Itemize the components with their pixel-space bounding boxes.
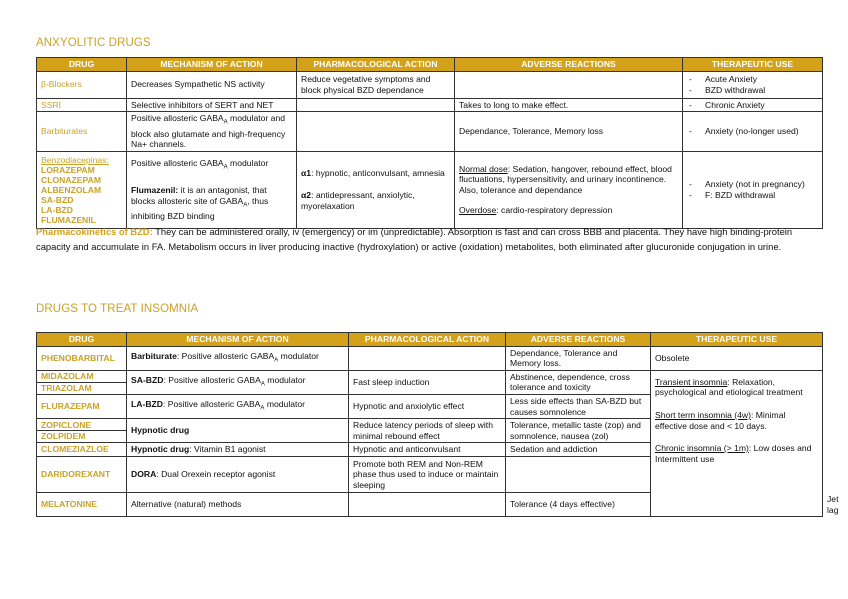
alpha2-label: α2 bbox=[301, 190, 312, 201]
mechanism-cell: Alternative (natural) methods bbox=[127, 492, 349, 516]
table-row bbox=[37, 151, 823, 228]
mechanism-text: it is an antagonist, that blocks allosteric site of GABA bbox=[131, 185, 267, 206]
header-adverse: ADVERSE REACTIONS bbox=[455, 58, 683, 72]
mechanism-text: : Positive allosteric GABA bbox=[176, 350, 275, 361]
list-item: - Anxiety (not in pregnancy) bbox=[687, 179, 818, 190]
mechanism-cell bbox=[127, 346, 349, 370]
normal-dose-label: Normal dose bbox=[459, 163, 508, 174]
mechanism-text: Positive allosteric GABA bbox=[131, 113, 224, 124]
list-item: - F: BZD withdrawal bbox=[687, 190, 818, 201]
header-therapeutic: THERAPEUTIC USE bbox=[651, 333, 823, 347]
drug-cell bbox=[37, 370, 127, 394]
pharmacokinetics-paragraph bbox=[36, 225, 822, 254]
mechanism-cell bbox=[127, 370, 349, 394]
mechanism-text: Positive allosteric GABA bbox=[131, 157, 224, 168]
insomnia-section-title: DRUGS TO TREAT INSOMNIA bbox=[36, 303, 199, 315]
drug-name: TRIAZOLAM bbox=[41, 382, 92, 393]
header-adverse: ADVERSE REACTIONS bbox=[506, 333, 651, 347]
alpha1-label: α1 bbox=[301, 167, 312, 178]
drug-name: LORAZEPAM bbox=[41, 164, 95, 175]
mechanism-label: DORA bbox=[131, 469, 157, 480]
mechanism-cell bbox=[127, 456, 349, 492]
transient-label: Transient insomnia bbox=[655, 376, 728, 387]
drug-cell: Barbiturates bbox=[37, 112, 127, 152]
table-row bbox=[37, 346, 823, 370]
drug-cell bbox=[37, 419, 127, 443]
mechanism-text: modulator bbox=[278, 350, 319, 361]
anxiolytic-section-title: ANXYOLITIC DRUGS bbox=[36, 37, 151, 49]
mechanism-label: Barbiturate bbox=[131, 350, 177, 361]
alpha1-text: : hypnotic, anticonvulsant, amnesia bbox=[311, 167, 445, 178]
subscript: A bbox=[260, 381, 265, 388]
pharm-cell: Reduce latency periods of sleep with minimal rebound effect bbox=[349, 419, 506, 443]
mechanism-cell: Hypnotic drug bbox=[127, 419, 349, 443]
mechanism-text: : Dual Orexein receptor agonist bbox=[156, 469, 276, 480]
mechanism-label: SA-BZD bbox=[131, 374, 164, 385]
drug-name: ZOLPIDEM bbox=[41, 431, 86, 442]
header-therapeutic: THERAPEUTIC USE bbox=[683, 58, 823, 72]
use-cell: Obsolete bbox=[651, 346, 823, 370]
pharm-cell: Promote both REM and Non-REM phase thus used to induce or maintain sleeping bbox=[349, 456, 506, 492]
drug-cell: DARIDOREXANT bbox=[37, 456, 127, 492]
use-cell bbox=[683, 98, 823, 112]
subscript: A bbox=[243, 202, 248, 209]
table-row bbox=[37, 370, 823, 394]
adverse-cell: Sedation and addiction bbox=[506, 443, 651, 457]
mechanism-text: modulator bbox=[264, 398, 306, 409]
use-cell bbox=[683, 112, 823, 152]
adverse-cell: Takes to long to make effect. bbox=[455, 98, 683, 112]
transient-text: : Relaxation, psychological and etiological treatment bbox=[655, 376, 803, 398]
pharm-cell bbox=[297, 112, 455, 152]
header-drug: DRUG bbox=[37, 333, 127, 347]
drug-name: LA-BZD bbox=[41, 204, 73, 215]
mechanism-cell bbox=[127, 394, 349, 418]
adverse-cell: Dependance, Tolerance, Memory loss bbox=[455, 112, 683, 152]
pharm-cell: Reduce vegetative symptoms and block physical BZD dependance bbox=[297, 71, 455, 98]
pharm-cell: Hypnotic and anxiolytic effect bbox=[349, 394, 506, 418]
table-row bbox=[37, 71, 823, 98]
adverse-cell: Abstinence, dependence, cross tolerance and toxicity bbox=[506, 370, 651, 394]
normal-dose-text: : Sedation, hangover, rebound effect, blood fluctuations, hypersensitivity, and urinary incontinence. Also, tolerance and dependance bbox=[459, 163, 672, 195]
table-header-row bbox=[37, 58, 823, 72]
mechanism-label: LA-BZD bbox=[131, 398, 163, 409]
insomnia-table bbox=[36, 332, 839, 517]
adverse-cell bbox=[506, 456, 651, 492]
mechanism-cell: Selective inhibitors of SERT and NET bbox=[127, 98, 297, 112]
header-mechanism: MECHANISM OF ACTION bbox=[127, 333, 349, 347]
drug-name: SA-BZD bbox=[41, 194, 74, 205]
chronic-label: Chronic insomnia (> 1m) bbox=[655, 443, 749, 454]
short-term-label: Short term insomnia (4w) bbox=[655, 409, 751, 420]
mechanism-text: : Positive allosteric GABA bbox=[163, 374, 261, 385]
list-item: - Anxiety (no-longer used) bbox=[687, 126, 818, 137]
table-row bbox=[37, 98, 823, 112]
mechanism-cell bbox=[127, 112, 297, 152]
list-item: - BZD withdrawal bbox=[687, 85, 818, 96]
subscript: A bbox=[223, 119, 228, 126]
subscript: A bbox=[260, 405, 265, 412]
pharm-cell: Fast sleep induction bbox=[349, 370, 506, 394]
subscript: A bbox=[274, 357, 279, 364]
pharm-cell bbox=[297, 98, 455, 112]
adverse-cell bbox=[455, 151, 683, 228]
drug-group-label: Benzodiacepinas: bbox=[41, 154, 109, 165]
pharm-cell: Hypnotic and anticonvulsant bbox=[349, 443, 506, 457]
anxiolytic-table bbox=[36, 57, 823, 229]
chronic-text: : Low doses and Intermittent use bbox=[655, 443, 812, 464]
header-pharmacological: PHARMACOLOGICAL ACTION bbox=[349, 333, 506, 347]
drug-name: ALBENZOLAM bbox=[41, 184, 102, 195]
adverse-cell: Tolerance (4 days effective) bbox=[506, 492, 651, 516]
mechanism-cell: Decreases Sympathetic NS activity bbox=[127, 71, 297, 98]
list-item: - Acute Anxiety bbox=[687, 74, 818, 85]
overdose-label: Overdose bbox=[459, 205, 497, 216]
pharm-cell bbox=[349, 346, 506, 370]
mechanism-text: modulator bbox=[264, 374, 306, 385]
alpha2-text: : antidepressant, anxiolytic, myorelaxation bbox=[301, 190, 415, 211]
drug-cell: SSRI bbox=[37, 98, 127, 112]
drug-cell: MELATONINE bbox=[37, 492, 127, 516]
mechanism-text: : Positive allosteric GABA bbox=[162, 398, 261, 409]
mechanism-text: modulator and block also glutamate and high-frequency Na+ channels. bbox=[131, 113, 286, 150]
drug-name: MIDAZOLAM bbox=[37, 371, 126, 383]
drug-name: ZOPICLONE bbox=[37, 420, 126, 432]
table-row: MELATONINE Alternative (natural) methods Tolerance (4 days effective) Jet lag bbox=[37, 492, 823, 516]
drug-cell: PHENOBARBITAL bbox=[37, 346, 127, 370]
adverse-cell: Less side effects than SA-BZD but causes somnolence bbox=[506, 394, 651, 418]
insomnia-use-cell bbox=[651, 370, 823, 516]
adverse-cell: Tolerance, metallic taste (zop) and somnolence, nausea (zol) bbox=[506, 419, 651, 443]
short-term-text: : Minimal effective dose and < 10 days. bbox=[655, 409, 786, 431]
mechanism-label: Hypnotic drug bbox=[131, 444, 190, 455]
mechanism-text: : Vitamin B1 agonist bbox=[189, 444, 266, 455]
subscript: A bbox=[223, 164, 228, 171]
mechanism-text: modulator bbox=[227, 157, 269, 168]
pharmacokinetics-label: Pharmacokinetics of BZD: bbox=[36, 226, 153, 237]
adverse-cell: Dependance, Tolerance and Memory loss. bbox=[506, 346, 651, 370]
table-header-row bbox=[37, 333, 823, 347]
use-cell bbox=[683, 71, 823, 98]
drug-cell bbox=[37, 151, 127, 228]
header-pharmacological: PHARMACOLOGICAL ACTION bbox=[297, 58, 455, 72]
mechanism-cell bbox=[127, 443, 349, 457]
pharm-cell bbox=[297, 151, 455, 228]
drug-name: FLUMAZENIL bbox=[41, 214, 96, 225]
drug-cell: FLURAZEPAM bbox=[37, 394, 127, 418]
flumazenil-label: Flumazenil: bbox=[131, 185, 179, 196]
pharm-cell bbox=[349, 492, 506, 516]
adverse-cell bbox=[455, 71, 683, 98]
mechanism-text: , thus inhibiting BZD binding bbox=[131, 195, 269, 221]
header-mechanism: MECHANISM OF ACTION bbox=[127, 58, 297, 72]
drug-cell: CLOMEZIAZLOE bbox=[37, 443, 127, 457]
drug-name: CLONAZEPAM bbox=[41, 174, 101, 185]
pharmacokinetics-text: They can be administered orally, iv (emergency) or im (unpredictable). Absorption is fast and can cross BBB and placenta. They have high binding-protein capacity and accumulate in FA. Metabolism occurs in liver producing inactive (hydroxylation) or active (oxidation) metabolites, both eliminated after glucuronide conjugation in urine. bbox=[36, 226, 793, 252]
drug-cell: β-Blockers bbox=[37, 71, 127, 98]
use-cell bbox=[683, 151, 823, 228]
mechanism-cell bbox=[127, 151, 297, 228]
header-drug: DRUG bbox=[37, 58, 127, 72]
table-row bbox=[37, 112, 823, 152]
list-item: - Chronic Anxiety bbox=[687, 100, 818, 111]
overdose-text: : cardio-respiratory depression bbox=[496, 205, 613, 216]
